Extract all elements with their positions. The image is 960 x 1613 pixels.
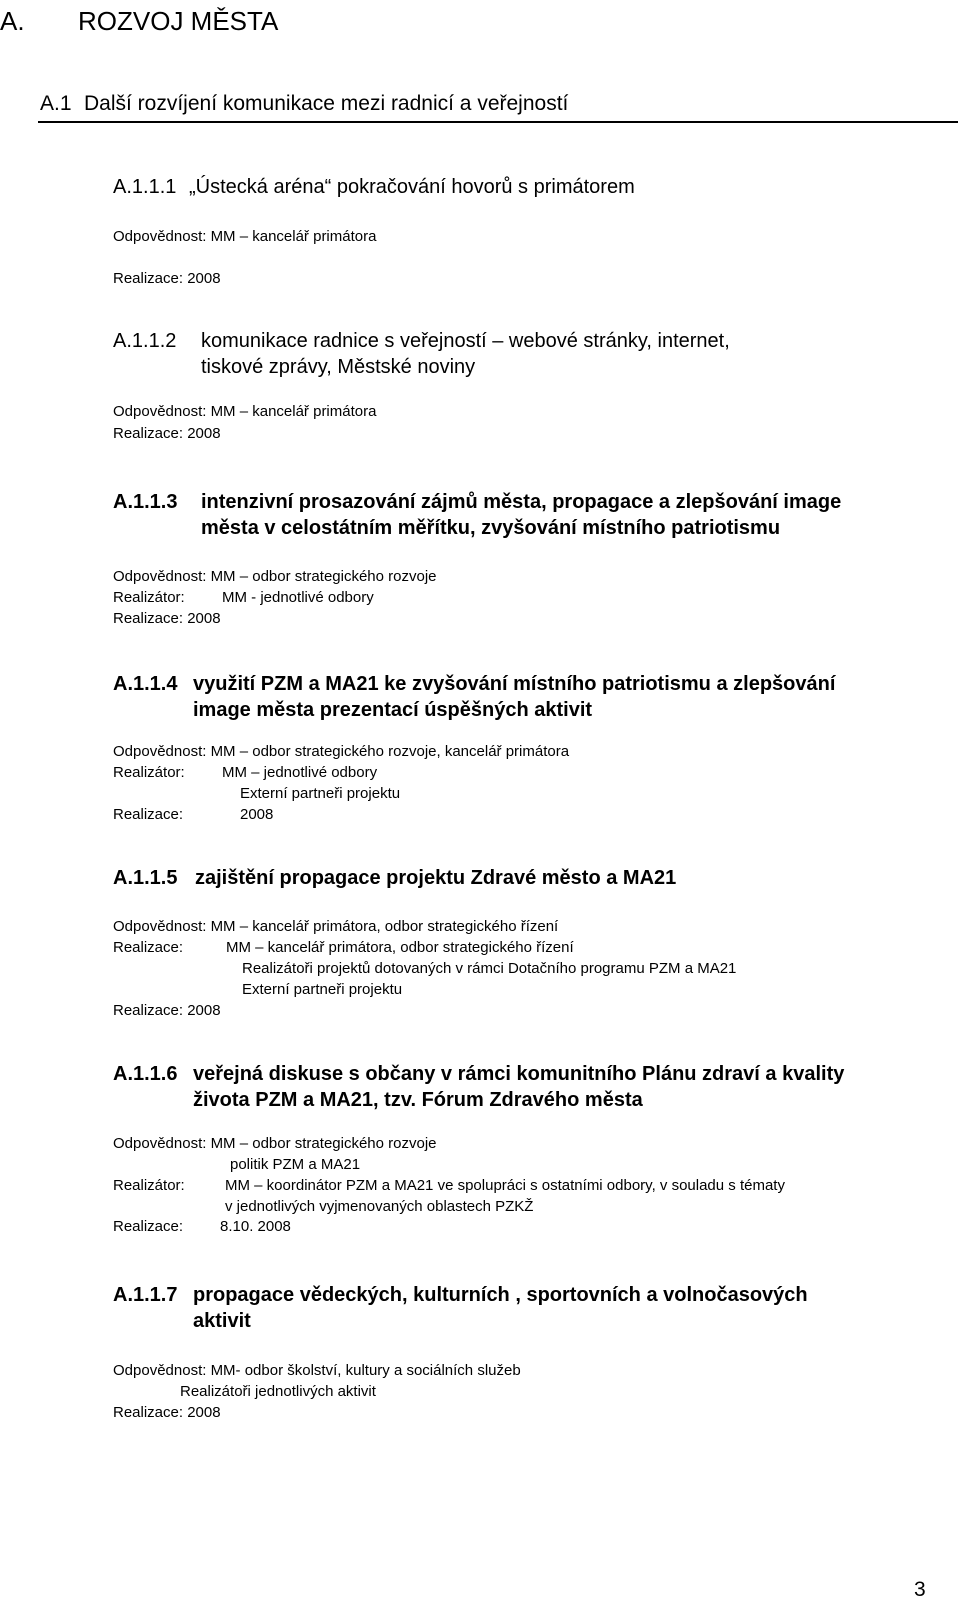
item-title-line2: aktivit (193, 1310, 251, 1332)
item-title-line2: města v celostátním měřítku, zvyšování místního patriotismu (201, 517, 781, 539)
item-responsibility: Odpovědnost: MM – kancelář primátora (113, 403, 377, 420)
item-number: A.1.1.1 (113, 176, 177, 198)
chapter-title: ROZVOJ MĚSTA (78, 6, 279, 36)
section-title: Další rozvíjení komunikace mezi radnicí a veřejností (84, 92, 569, 115)
page-number: 3 (914, 1578, 926, 1601)
item-title-line2: image města prezentací úspěšných aktivit (193, 699, 593, 721)
item-title-line1: intenzivní prosazování zájmů města, propagace a zlepšování image (201, 491, 842, 513)
item-responsibility-extra: politik PZM a MA21 (230, 1156, 361, 1173)
item-realization: Realizace: 2008 (113, 610, 221, 627)
item-realization-extra: Realizátoři projektů dotovaných v rámci Dotačního programu PZM a MA21 (242, 960, 737, 977)
item-realization: Realizace: 2008 (113, 1002, 221, 1019)
item-responsibility: Odpovědnost: MM- odbor školství, kultury a sociálních služeb (113, 1362, 521, 1379)
section-divider (38, 121, 958, 123)
item-number: A.1.1.2 (113, 330, 177, 352)
item-implementer-label: Realizátor: (113, 589, 185, 606)
item-responsibility: Odpovědnost: MM – odbor strategického rozvoje (113, 568, 437, 585)
item-title-line1: propagace vědeckých, kulturních , sportovních a volnočasových (193, 1284, 808, 1306)
item-realization: Realizace: 2008 (113, 1404, 221, 1421)
item-realization-value: 2008 (240, 806, 274, 823)
section-number: A.1 (40, 92, 72, 115)
item-realization: Realizace: 2008 (113, 425, 221, 442)
item-responsibility: Odpovědnost: MM – odbor strategického rozvoje (113, 1135, 437, 1152)
item-responsibility: Odpovědnost: MM – kancelář primátora (113, 228, 377, 245)
item-implementer: MM – jednotlivé odbory (222, 764, 378, 781)
item-number: A.1.1.5 (113, 867, 178, 889)
item-realization-label: Realizace: (113, 939, 184, 956)
item-implementer-extra: v jednotlivých vyjmenovaných oblastech PZKŽ (225, 1198, 534, 1215)
item-title-line1: komunikace radnice s veřejností – webové stránky, internet, (201, 330, 730, 352)
item-realization-label: Realizace: (113, 1218, 184, 1235)
item-responsibility: Odpovědnost: MM – odbor strategického rozvoje, kancelář primátora (113, 743, 570, 760)
item-realization-extra: Externí partneři projektu (242, 981, 403, 998)
item-implementer-label: Realizátor: (113, 1177, 185, 1194)
item-implementer: Realizátoři jednotlivých aktivit (180, 1383, 376, 1400)
item-realization-value: MM – kancelář primátora, odbor strategického řízení (226, 939, 574, 956)
item-implementer-extra: Externí partneři projektu (240, 785, 401, 802)
item-implementer-label: Realizátor: (113, 764, 185, 781)
item-title-line2: tiskové zprávy, Městské noviny (201, 356, 476, 378)
item-realization-value: 8.10. 2008 (220, 1218, 291, 1235)
item-title: „Ústecká aréna“ pokračování hovorů s primátorem (189, 176, 635, 198)
item-realization: Realizace: 2008 (113, 270, 221, 287)
item-title-line1: veřejná diskuse s občany v rámci komunitního Plánu zdraví a kvality (193, 1063, 845, 1085)
item-title: zajištění propagace projektu Zdravé město a MA21 (195, 867, 677, 889)
item-implementer: MM – koordinátor PZM a MA21 ve spolupráci s ostatními odbory, v souladu s tématy (225, 1177, 785, 1194)
item-number: A.1.1.7 (113, 1284, 178, 1306)
item-responsibility: Odpovědnost: MM – kancelář primátora, odbor strategického řízení (113, 918, 559, 935)
item-number: A.1.1.3 (113, 491, 178, 513)
item-realization-label: Realizace: (113, 806, 184, 823)
item-title-line1: využití PZM a MA21 ke zvyšování místního patriotismu a zlepšování (193, 673, 836, 695)
item-title-line2: života PZM a MA21, tzv. Fórum Zdravého města (193, 1089, 643, 1111)
item-number: A.1.1.6 (113, 1063, 178, 1085)
chapter-number: A. (0, 6, 25, 36)
item-number: A.1.1.4 (113, 673, 178, 695)
item-implementer: MM - jednotlivé odbory (222, 589, 374, 606)
